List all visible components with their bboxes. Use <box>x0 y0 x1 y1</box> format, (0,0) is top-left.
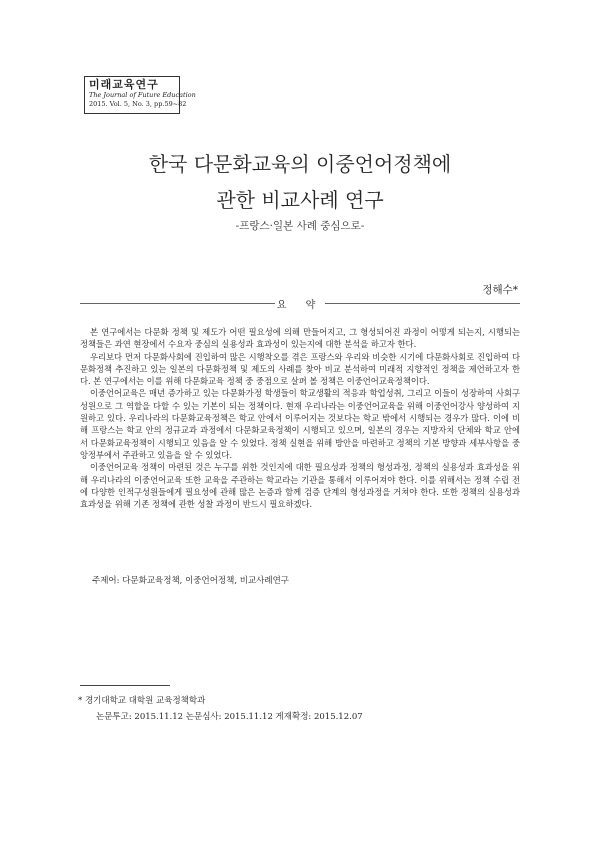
footnote-rule <box>80 685 170 686</box>
paper-title-line2: 관한 비교사례 연구 <box>216 188 384 212</box>
abstract-paragraph: 이중언어교육은 매년 증가하고 있는 다문화가정 학생들이 학교생활의 적응과 학업성취, 그리고 이들이 성장하여 사회구성원으로 그 역할을 다할 수 있는 기본이 되는 정책이다. 현재 우리나라는 이중언어교육을 위해 이중언어강사 양성하여 지원하고 있다. 우리나라의 다문화교육정책은 학교 안에서 이루어지는 것보다는 학교 밖에서 시행되는 경우가 많다. 이에 비해 프랑스는 학교 안의 정규교과 과정에서 다문화교육정책이 시행되고 있으며, 일본의 경우는 지방자치 단체와 학교 안에서 다문화교육정책이 시행되고 있음을 알 수 있었다. 정책 실현을 위해 방안을 마련하고 정책의 기본 방향과 세부사항을 중앙정부에서 주관하고 있음을 알 수 있었다. <box>80 388 520 460</box>
journal-name-en: The Journal of Future Education <box>89 91 196 99</box>
footnote-affiliation: * 경기대학교 대학원 교육정책학과 <box>78 696 206 706</box>
abstract-rule-right <box>325 303 520 304</box>
keywords: 주제어: 다문화교육정책, 이중언어정책, 비교사례연구 <box>92 576 290 586</box>
abstract-body <box>80 326 520 510</box>
abstract-paragraph: 우리보다 먼저 다문화사회에 진입하여 많은 시행착오를 겪은 프랑스와 우리와 비슷한 시기에 다문화사회로 진입하여 다문화정책 추진하고 있는 일본의 다문화정책 및 제도의 사례를 찾아 비교 분석하여 미래적 지향적인 정책을 제언하고자 한다. 본 연구에서는 이를 위해 다문화교육 정책 중 중점으로 살펴 볼 정책은 이중언어교육정책이다. <box>80 351 520 387</box>
footnote-dates: 논문투고: 2015.11.12 논문심사: 2015.11.12 게재확정: 2015.12.07 <box>96 712 363 722</box>
journal-name-ko: 미래교육연구 <box>89 78 159 91</box>
abstract-paragraph: 이중언어교육 정책이 마련된 것은 누구를 위한 것인지에 대한 필요성과 정책의 형성과정, 정책의 실용성과 효과성을 위해 우리나라의 이중언어교육 또한 교육을 주관하는 학교라는 기관을 통해서 이루어져야 한다. 이를 위해서는 정책 수립 전에 다양한 인적구성원들에게 필요성에 관해 많은 논증과 함께 검증 단계의 형성과정을 거쳐야 한다. 또한 정책의 실용성과 효과성을 위해 기존 정책에 관한 성찰 과정이 반드시 필요하겠다. <box>80 462 520 510</box>
author-name: 정해수* <box>482 284 518 296</box>
abstract-paragraph: 본 연구에서는 다문화 정책 및 제도가 어떤 필요성에 의해 만들어지고, 그 형성되어진 과정이 어떻게 되는지, 시행되는 정책들은 과연 현장에서 수요자 중심의 실용성과 효과성이 있는지에 대한 분석을 하고자 한다. <box>80 327 520 350</box>
paper-title-line1: 한국 다문화교육의 이중언어정책에 <box>148 152 452 176</box>
paper-subtitle: -프랑스·일본 사례 중심으로- <box>235 220 365 232</box>
journal-info-box <box>84 76 196 114</box>
abstract-label: 요 약 <box>276 300 324 311</box>
journal-volume-info: 2015. Vol. 5, No. 3, pp.59~82 <box>89 100 187 108</box>
